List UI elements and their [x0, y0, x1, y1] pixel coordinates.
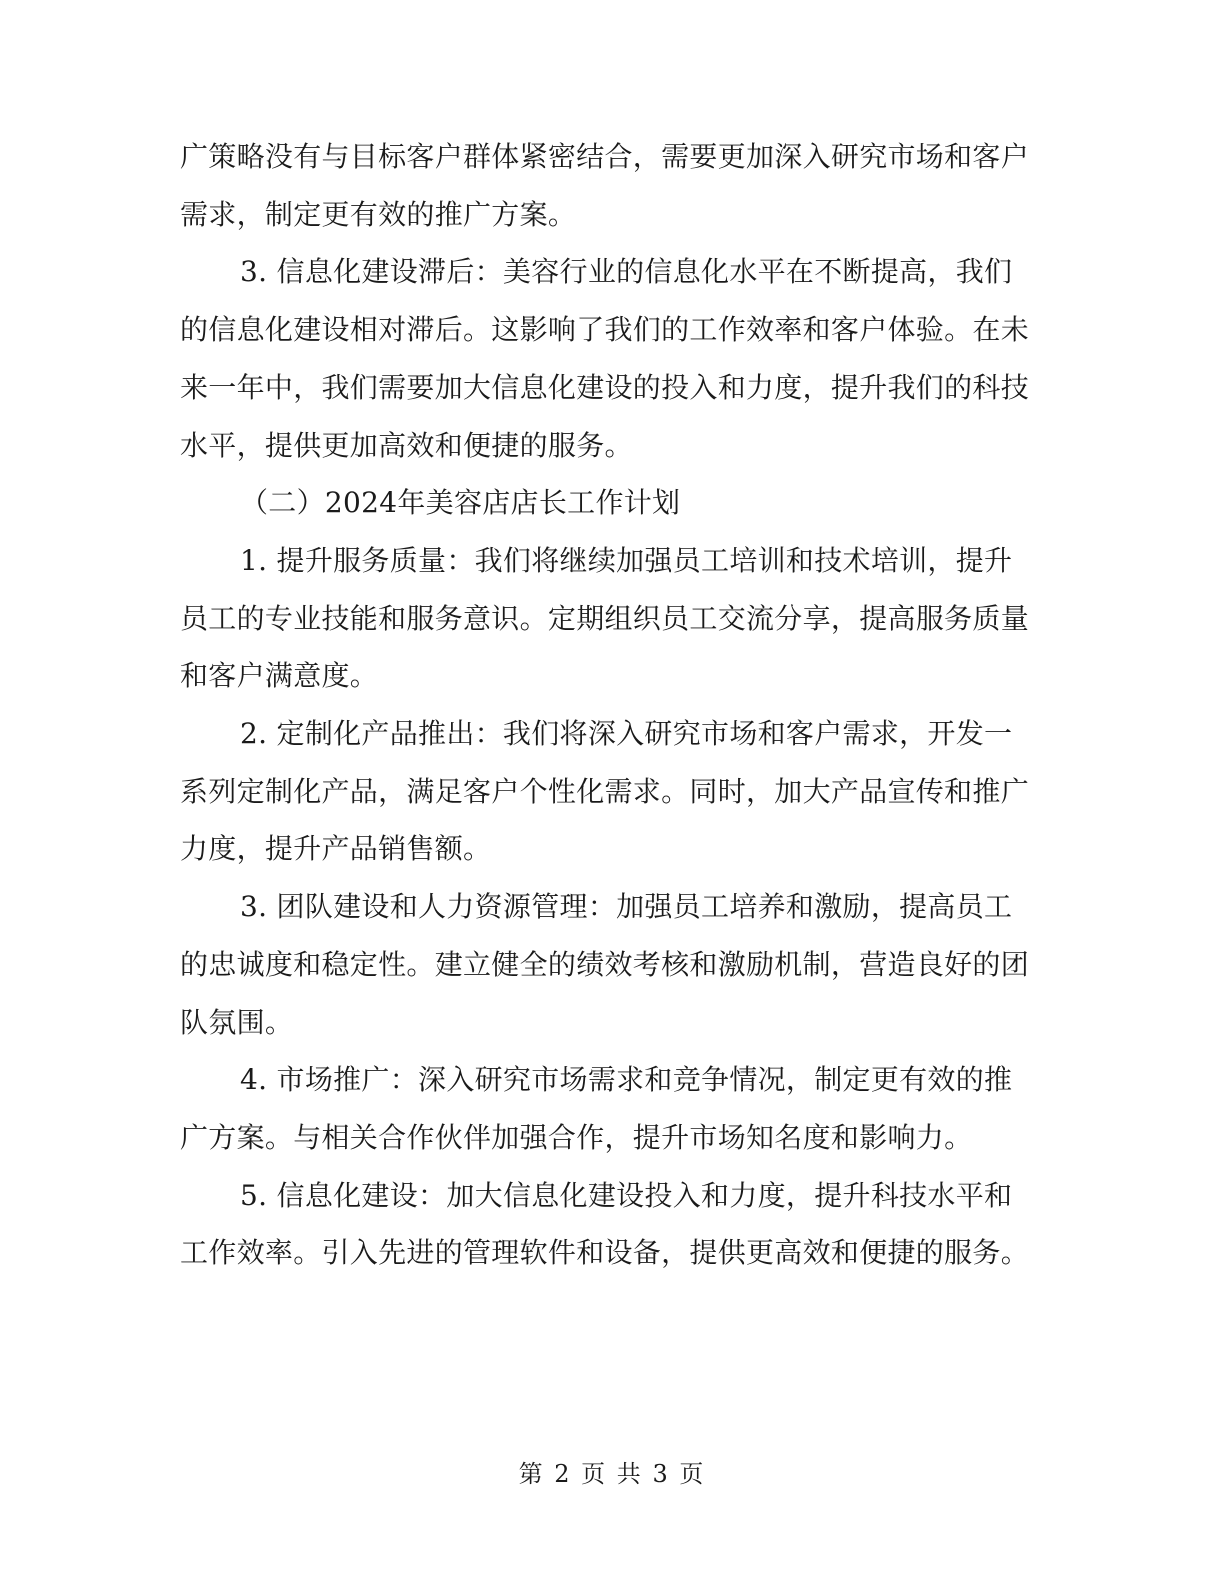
paragraph-custom-products: 2. 定制化产品推出：我们将深入研究市场和客户需求，开发一系列定制化产品，满足客户个性化需求。同时，加大产品宣传和推广力度，提升产品销售额。 [180, 717, 1030, 866]
paragraph-marketing-continuation: 广策略没有与目标客户群体紧密结合，需要更加深入研究市场和客户需求，制定更有效的推广方案。 [180, 140, 1030, 231]
paragraph-team-building: 3. 团队建设和人力资源管理：加强员工培养和激励，提高员工的忠诚度和稳定性。建立健全的绩效考核和激励机制，营造良好的团队氛围。 [180, 890, 1030, 1039]
document-body [180, 128, 1030, 1282]
paragraph-market-promotion: 4. 市场推广：深入研究市场需求和竞争情况，制定更有效的推广方案。与相关合作伙伴加强合作，提升市场知名度和影响力。 [180, 1063, 1013, 1154]
page-footer: 第 2 页 共 3 页 [518, 1460, 706, 1488]
section-heading-2024-plan: （二）2024年美容店店长工作计划 [240, 486, 681, 520]
paragraph-it-construction: 5. 信息化建设：加大信息化建设投入和力度，提升科技水平和工作效率。引入先进的管理软件和设备，提供更高效和便捷的服务。 [180, 1178, 1030, 1270]
paragraph-it-lag: 3. 信息化建设滞后：美容行业的信息化水平在不断提高，我们的信息化建设相对滞后。这影响了我们的工作效率和客户体验。在未来一年中，我们需要加大信息化建设的投入和力度，提升我们的科技水平，提供更加高效和便捷的服务。 [180, 255, 1030, 462]
paragraph-service-quality: 1. 提升服务质量：我们将继续加强员工培训和技术培训，提升员工的专业技能和服务意识。定期组织员工交流分享，提高服务质量和客户满意度。 [180, 543, 1030, 693]
